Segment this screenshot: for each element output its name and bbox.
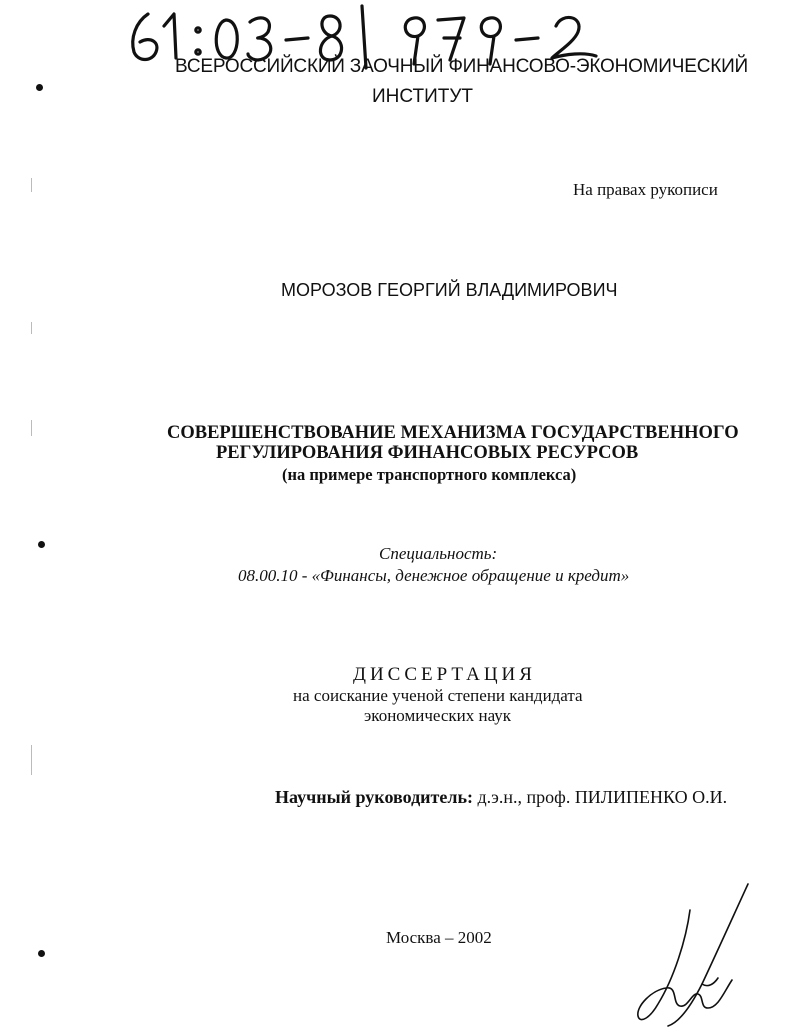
supervisor-label: Научный руководитель:	[275, 787, 473, 807]
institute-name-line1: ВСЕРОССИЙСКИЙ ЗАОЧНЫЙ ФИНАНСОВО-ЭКОНОМИЧЕСКИЙ	[175, 56, 748, 77]
title-line1: СОВЕРШЕНСТВОВАНИЕ МЕХАНИЗМА ГОСУДАРСТВЕННОГО	[167, 423, 739, 443]
dissertation-degree-line2: экономических наук	[364, 706, 512, 725]
rights-notice: На правах рукописи	[573, 180, 718, 199]
scan-line	[31, 420, 32, 436]
supervisor-value: д.э.н., проф. ПИЛИПЕНКО О.И.	[477, 787, 728, 807]
title-line2: РЕГУЛИРОВАНИЯ ФИНАНСОВЫХ РЕСУРСОВ	[216, 443, 639, 463]
dissertation-degree-line1: на соискание ученой степени кандидата	[293, 686, 583, 705]
scan-line	[31, 745, 32, 775]
city-year: Москва – 2002	[386, 928, 492, 947]
scan-dot-top	[36, 84, 43, 91]
scan-line	[31, 322, 32, 334]
author-name: МОРОЗОВ ГЕОРГИЙ ВЛАДИМИРОВИЧ	[281, 280, 618, 300]
title-subtitle: (на примере транспортного комплекса)	[282, 465, 577, 484]
dissertation-heading: ДИССЕРТАЦИЯ	[353, 664, 536, 685]
scan-dot-bottom	[38, 950, 45, 957]
scan-line	[31, 178, 32, 192]
handwritten-signature-icon	[628, 880, 758, 1030]
scan-dot-middle	[38, 541, 45, 548]
specialty-label: Специальность:	[379, 544, 498, 563]
institute-name-line2: ИНСТИТУТ	[372, 86, 474, 107]
specialty-value: 08.00.10 - «Финансы, денежное обращение и кредит»	[238, 566, 630, 585]
supervisor	[275, 787, 727, 808]
